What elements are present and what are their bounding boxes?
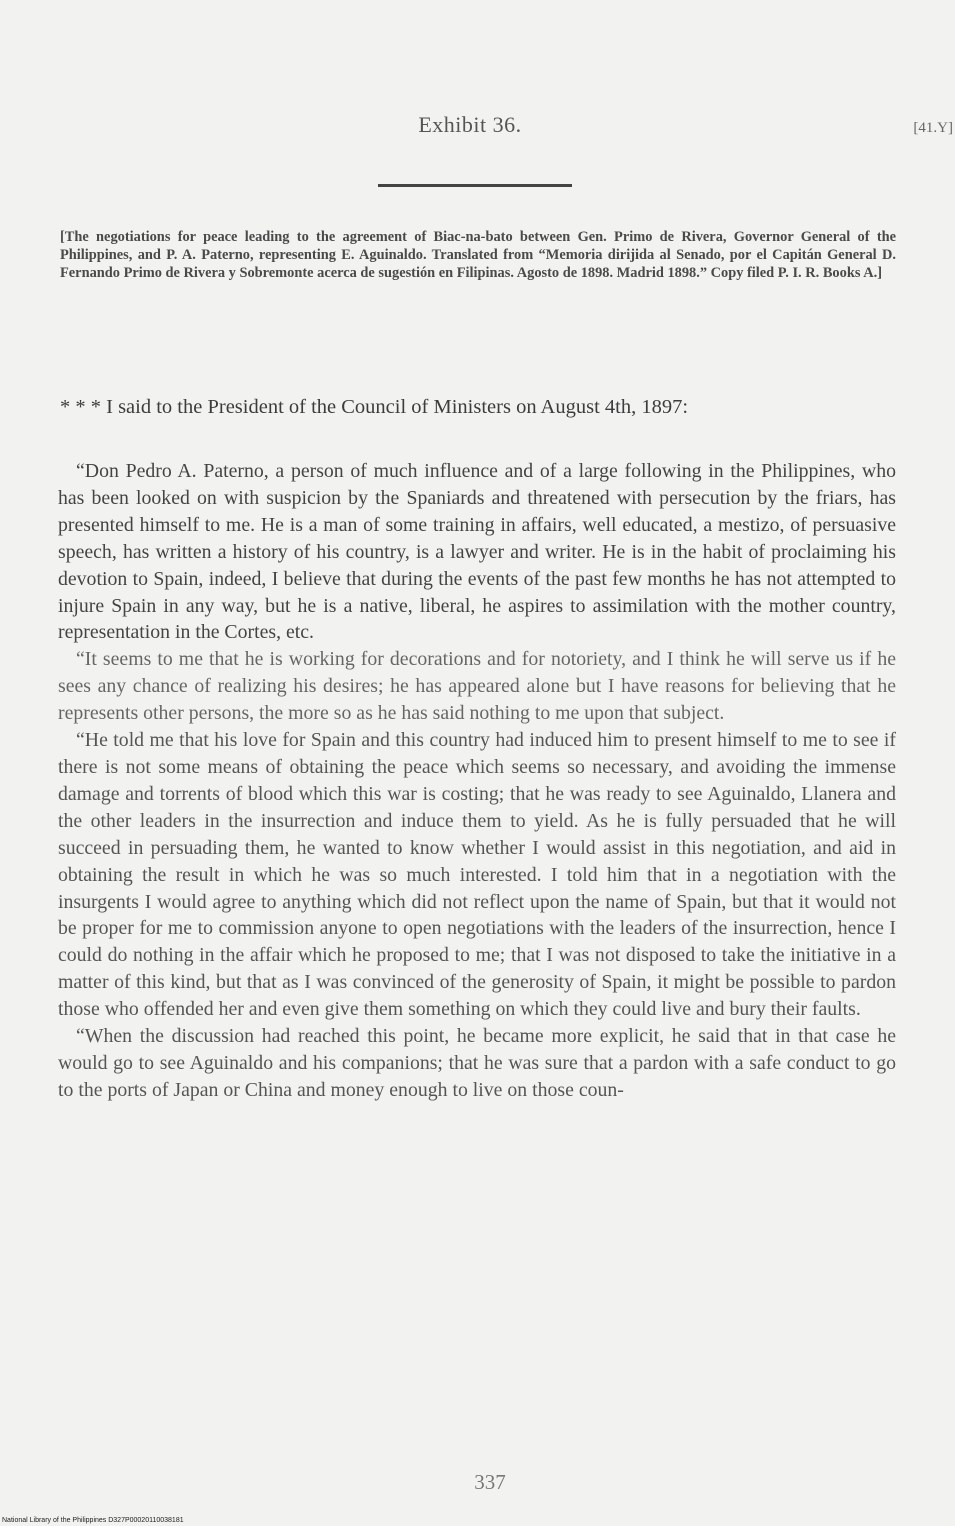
intro-paragraph: * * * I said to the President of the Council of Ministers on August 4th, 1897: xyxy=(60,396,689,418)
paragraph-1: “Don Pedro A. Paterno, a person of much influence and of a large following in the Philippines, who has been looked on with suspicion by the Spaniards and threatened with persecution by the friars, has presented himself to me. He is a man of some training in affairs, well educated, a mestizo, of persuasive speech, has written a history of his country, is a lawyer and writer. He is in the habit of proclaiming his devotion to Spain, indeed, I believe that during the events of the past few months he has not attempted to injure Spain in any way, but he is a native, liberal, he aspires to assimilation with the mother country, representation in the Cortes, etc. xyxy=(58,460,896,644)
bracketed-note: [The negotiations for peace leading to the agreement of Biac-na-bato between Gen. Primo de Rivera, Governor General of the Philippines, and P. A. Paterno, representing E. Aguinaldo. Translated from “Memoria dirijida al Senado, por el Capitán General D. Fernando Primo de Rivera y Sobremonte acerca de sugestión en Filipinas. Agosto de 1898. Madrid 1898.” Copy filed P. I. R. Books A.] xyxy=(60,229,896,281)
archive-footer: National Library of the Philippines D327P00020110038181 xyxy=(2,1517,184,1524)
title-rule xyxy=(378,184,572,187)
paragraph-3: “He told me that his love for Spain and this country had induced him to present himself to me to see if there is not some means of obtaining the peace which seems so necessary, and avoiding the immense damage and torrents of blood which this war is costing; that he was ready to see Aguinaldo, Llanera and the other leaders in the insurrection and induce them to yield. As he is fully persuaded that he will succeed in persuading them, he wanted to know whether I would assist in this negotiation, and aid in obtaining the result in which he was so much interested. I told him that in a negotiation with the insurgents I would agree to anything which did not reflect upon the name of Spain, but that it would not be proper for me to commission anyone to open negotiations with the leaders of the insurrection, hence I could do nothing in the affair which he proposed to me; that I was not disposed to take the initiative in a matter of this kind, but that as I was convinced of the generosity of Spain, it might be possible to pardon those who offended her and even give them something on which they could live and bury their faults. xyxy=(58,729,896,1021)
paragraph-2: “It seems to me that he is working for decorations and for notoriety, and I think he will serve us if he sees any chance of realizing his desires; he has appeared alone but I have reasons for believing that he represents other persons, the more so as he has said nothing to me upon that subject. xyxy=(58,648,896,725)
exhibit-title: Exhibit 36. xyxy=(418,112,522,137)
side-reference: [41.Y] xyxy=(913,120,953,136)
page-number: 337 xyxy=(474,1470,506,1494)
body-text xyxy=(58,458,896,1104)
paragraph-4: “When the discussion had reached this point, he became more explicit, he said that in that case he would go to see Aguinaldo and his companions; that he was sure that a pardon with a safe conduct to go to the ports of Japan or China and money enough to live on those coun- xyxy=(58,1025,896,1101)
